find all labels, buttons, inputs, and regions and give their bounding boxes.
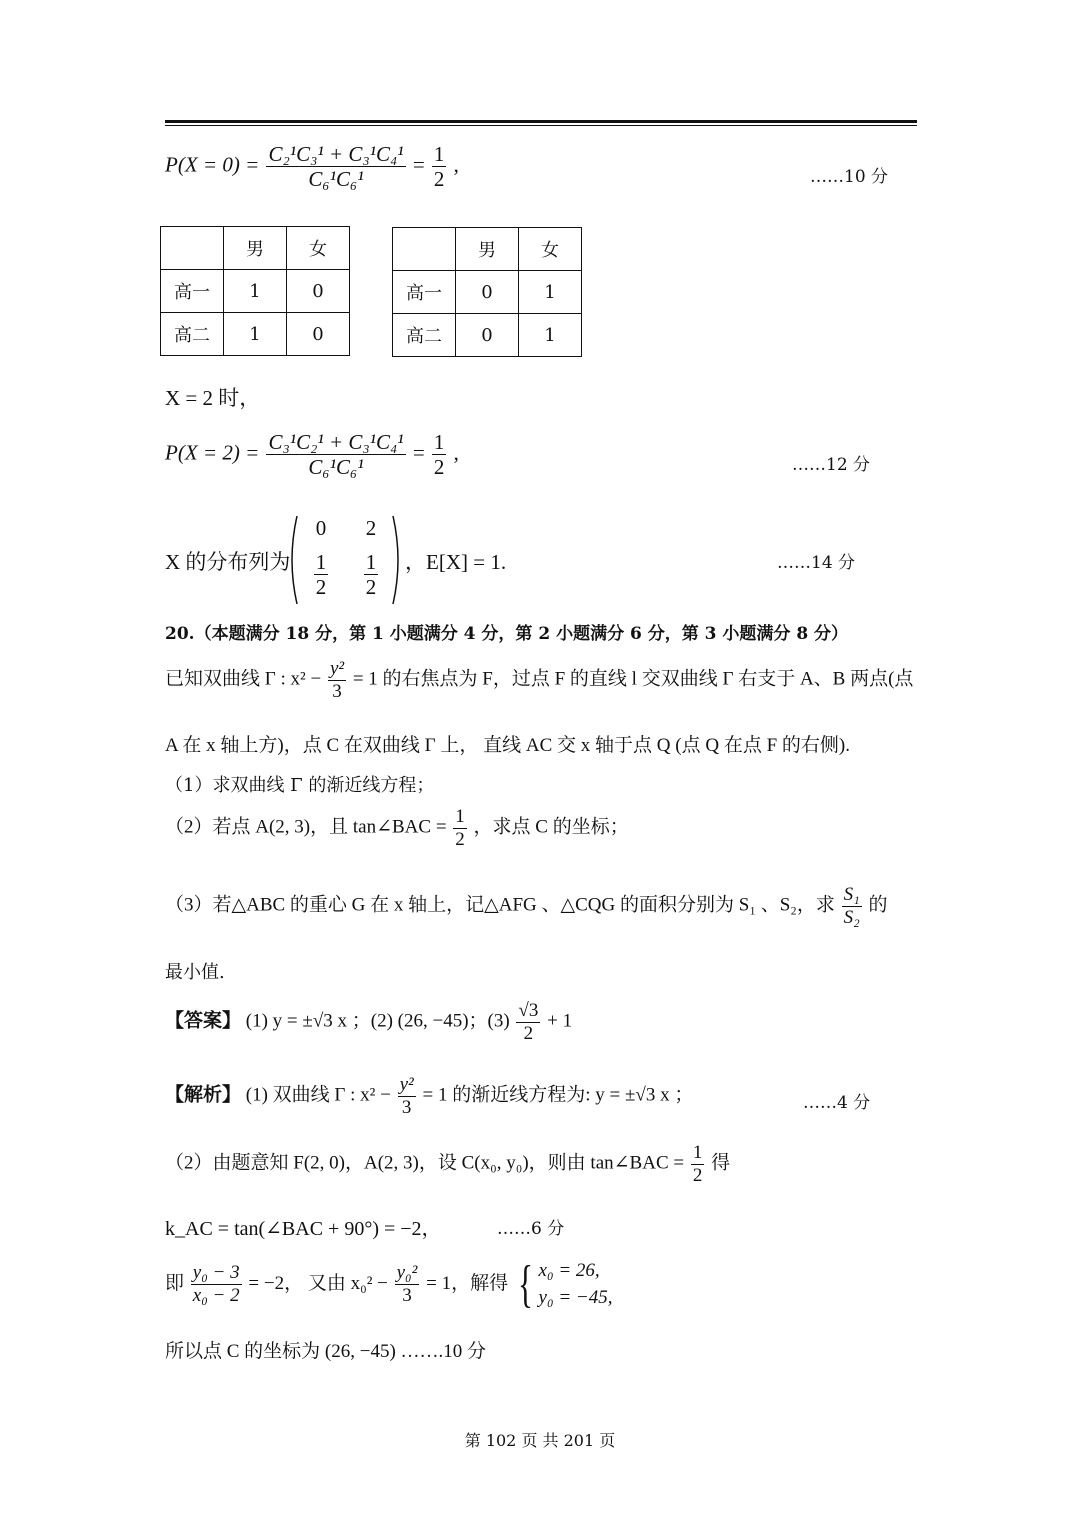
question-1: （1）求双曲线 Γ 的渐近线方程；	[165, 775, 435, 796]
formula-p-x2-tail: ,	[453, 440, 459, 465]
table-cell: 0	[456, 314, 519, 357]
answer-3-num: √3	[518, 1000, 539, 1021]
table-right-header	[393, 228, 582, 271]
table-left	[160, 226, 350, 356]
table-row	[393, 271, 582, 314]
formula-p-x2-numerator: C₃¹C₂¹ + C₃¹C₄¹	[268, 430, 404, 454]
table-right-header-cell: 女	[519, 228, 582, 271]
analysis-line-1	[165, 1074, 693, 1119]
table-row	[393, 314, 582, 357]
analysis-line-3: k_AC = tan(∠BAC + 90°) = −2，	[165, 1218, 442, 1240]
question-3-b: 的	[868, 894, 888, 916]
distribution-matrix	[285, 514, 405, 606]
formula-p-x0-lhs: P(X = 0) =	[165, 152, 260, 177]
table-cell: 1	[519, 314, 582, 357]
dist-prob-1	[301, 550, 341, 599]
half-numerator: 1	[433, 142, 445, 166]
table-left-header	[161, 227, 350, 270]
page-footer: 第 102 页 共 201 页	[464, 1431, 616, 1450]
right-paren-icon	[391, 514, 405, 606]
dist-prob-2	[351, 550, 391, 599]
question-2-b: ，求点 C 的坐标；	[473, 816, 629, 838]
solution-y0: y₀ = −45,	[538, 1286, 613, 1308]
half-denominator: 2	[433, 455, 445, 480]
table-right-header-cell	[393, 228, 456, 271]
score-4: ……4 分	[803, 1093, 871, 1113]
problem-line-1-b: = 1 的右焦点为 F，过点 F 的直线 l 交双曲线 Γ 右支于 A、B 两点(点	[352, 668, 914, 690]
distribution-suffix: ，E[X] = 1.	[405, 550, 507, 574]
analysis-line-4	[165, 1255, 613, 1313]
left-paren-icon	[285, 514, 299, 606]
analysis-line-2-a: （2）由题意知 F(2, 0)，A(2, 3)，设 C(x₀, y₀)，则由 tan∠BAC =	[165, 1152, 685, 1174]
dist-prob-1-num: 1	[315, 550, 327, 574]
analysis-line-4-den2: 3	[395, 1284, 420, 1307]
analysis-line-4-num2: y₀²	[396, 1262, 418, 1284]
dist-prob-1-den: 2	[315, 575, 327, 600]
question-2	[165, 806, 629, 851]
table-row	[161, 313, 350, 356]
table-cell: 高一	[393, 271, 456, 314]
answer-3-tail: + 1	[547, 1010, 573, 1032]
question-3-tail: 最小值.	[165, 962, 225, 983]
problem-line-1-den: 3	[328, 680, 346, 703]
x-equals-2-line: X = 2 时，	[165, 386, 261, 410]
half-denominator: 2	[433, 167, 445, 192]
table-cell: 0	[287, 270, 350, 313]
score-12: ……12 分	[792, 455, 871, 475]
analysis-line-4-den: x₀ − 2	[192, 1285, 240, 1307]
analysis-line-4-num: y₀ − 3	[192, 1262, 240, 1284]
formula-half	[432, 430, 447, 479]
formula-p-x2-lhs: P(X = 2) =	[165, 440, 260, 465]
table-cell: 高一	[161, 270, 224, 313]
table-cell: 高二	[161, 313, 224, 356]
formula-p-x0-denominator: C₆¹C₆¹	[266, 166, 405, 191]
problem-heading: 20.（本题满分 18 分，第 1 小题满分 4 分，第 2 小题满分 6 分，第 3 小题满分 8 分）	[165, 624, 849, 644]
analysis-line-5: 所以点 C 的坐标为 (26, −45) …….10 分	[165, 1341, 487, 1362]
table-cell: 0	[456, 271, 519, 314]
analysis-line-2-b: 得	[711, 1152, 731, 1174]
formula-p-x0-fraction	[266, 142, 405, 191]
analysis-line-1-num: y²	[399, 1074, 414, 1095]
problem-line-2: A 在 x 轴上方)，点 C 在双曲线 Γ 上， 直线 AC 交 x 轴于点 Q (点 Q 在点 F 的右侧).	[165, 735, 850, 756]
question-3	[165, 884, 888, 929]
dist-value-2: 2	[365, 516, 377, 540]
table-left-header-cell: 女	[287, 227, 350, 270]
answer-line	[165, 1000, 572, 1045]
formula-p-x0-tail: ,	[453, 152, 459, 177]
header-rule-thick	[165, 120, 917, 123]
header-rule-thin	[165, 125, 917, 126]
score-6: ……6 分	[497, 1219, 565, 1239]
table-cell: 1	[224, 313, 287, 356]
table-cell: 0	[287, 313, 350, 356]
formula-p-x2-denominator: C₆¹C₆¹	[266, 454, 405, 479]
dist-value-1: 0	[315, 516, 327, 540]
question-2-a: （2）若点 A(2, 3)，且 tan∠BAC =	[165, 816, 447, 838]
solution-system	[539, 1258, 613, 1311]
table-cell: 高二	[393, 314, 456, 357]
left-brace-icon: {	[517, 1255, 533, 1313]
analysis-line-4-b: = −2， 又由 x₀² −	[248, 1272, 388, 1294]
problem-line-1-num: y²	[329, 658, 345, 679]
question-2-num: 1	[455, 806, 465, 827]
analysis-line-1-b: = 1 的渐近线方程为: y = ±√3 x ；	[422, 1084, 694, 1106]
formula-half	[432, 142, 447, 191]
analysis-line-2-num: 1	[692, 1142, 703, 1163]
dist-prob-2-den: 2	[365, 575, 377, 600]
answer-label: 【答案】	[165, 1010, 242, 1032]
analysis-line-2-den: 2	[692, 1164, 703, 1186]
formula-p-x0-numerator: C₂¹C₃¹ + C₃¹C₄¹	[268, 142, 404, 166]
distribution-prefix: X 的分布列为	[165, 550, 291, 574]
table-right	[392, 227, 582, 357]
table-left-header-cell: 男	[224, 227, 287, 270]
question-3-den: S₂	[843, 906, 860, 928]
solution-x0: x₀ = 26,	[538, 1260, 600, 1281]
analysis-line-1-a: (1) 双曲线 Γ : x² −	[245, 1084, 391, 1106]
analysis-line-4-a: 即	[165, 1272, 185, 1294]
half-numerator: 1	[433, 430, 445, 454]
table-row	[161, 270, 350, 313]
table-cell: 1	[519, 271, 582, 314]
score-14: ……14 分	[777, 553, 856, 573]
problem-line-1-a: 已知双曲线 Γ : x² −	[165, 668, 322, 690]
table-cell: 1	[224, 270, 287, 313]
analysis-line-1-den: 3	[398, 1096, 416, 1119]
question-3-a: （3）若△ABC 的重心 G 在 x 轴上，记△AFG 、△CQG 的面积分别为 S₁ 、S₂，求	[165, 894, 835, 916]
formula-p-x2-fraction	[266, 430, 405, 479]
analysis-line-4-c: = 1，解得	[426, 1272, 509, 1294]
question-2-den: 2	[455, 828, 465, 850]
score-10-a: ……10 分	[810, 167, 889, 187]
answer-3-den: 2	[516, 1022, 540, 1045]
table-right-header-cell: 男	[456, 228, 519, 271]
question-3-num: S₁	[843, 884, 860, 905]
formula-p-x0: P(X = 0) = $\frac{\text{C₂¹C₃¹ + C₃¹C₄¹}}{\text{C₆¹C₆¹}}$ = $\frac{1}{2}$ ,	[165, 142, 459, 192]
problem-line-1	[165, 658, 913, 703]
analysis-line-2	[165, 1142, 730, 1187]
formula-p-x2: P(X = 2) = $\frac{\text{C₃¹C₂¹ + C₃¹C₄¹}}{\text{C₆¹C₆¹}}$ = $\frac{1}{2}$ ,	[165, 430, 459, 480]
table-left-header-cell	[161, 227, 224, 270]
dist-prob-2-num: 1	[365, 550, 377, 574]
analysis-label: 【解析】	[165, 1084, 242, 1106]
answer-text: (1) y = ±√3 x ；(2) (26, −45)；(3)	[245, 1010, 510, 1032]
